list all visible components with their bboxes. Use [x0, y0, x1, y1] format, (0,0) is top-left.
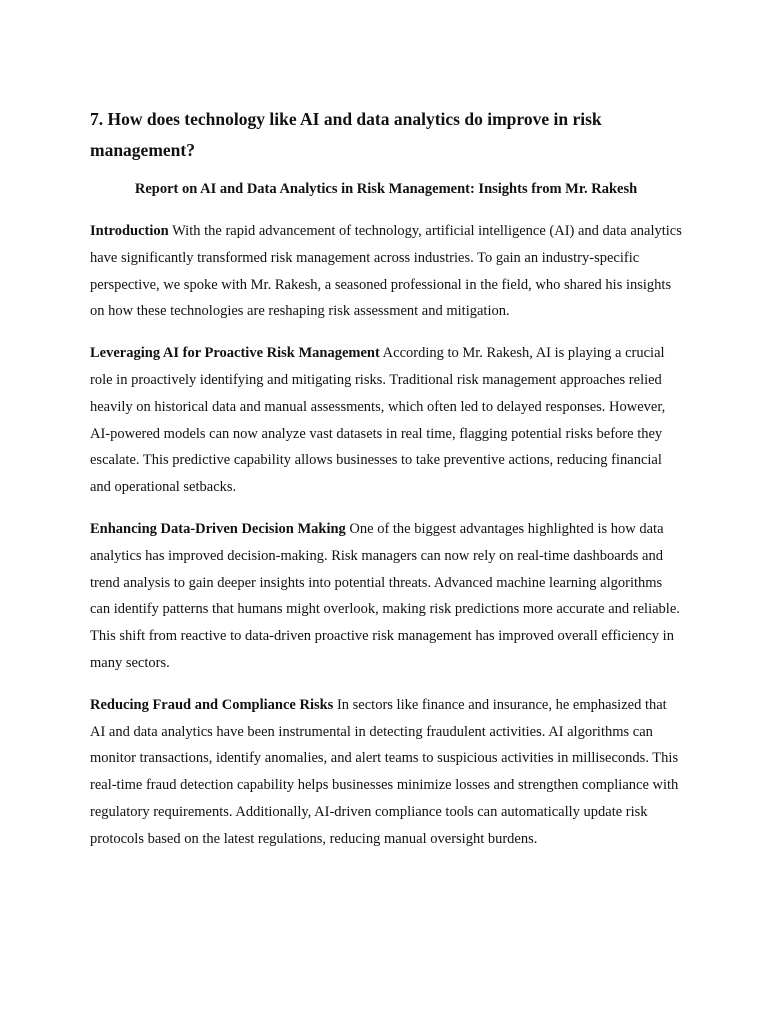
section-decision-making — [90, 516, 682, 677]
section-heading: Leveraging AI for Proactive Risk Management — [90, 345, 380, 362]
section-fraud-compliance — [90, 692, 682, 853]
section-heading: Introduction — [90, 223, 169, 239]
question-heading: 7. How does technology like AI and data analytics do improve in risk management? — [90, 109, 602, 160]
section-body: In sectors like finance and insurance, he emphasized that AI and data analytics have been instrumental in detecting fraudulent activities. AI algorithms can monitor transactions, identify anomalies, and alert teams to suspicious activities in milliseconds. This real-time fraud detection capability helps businesses minimize losses and strengthen compliance with regulatory requirements. Additionally, AI-driven compliance tools can automatically update risk protocols based on the latest regulations, reducing manual oversight burdens. — [90, 696, 679, 847]
section-body: According to Mr. Rakesh, AI is playing a crucial role in proactively identifying and mitigating risks. Traditional risk management approaches relied heavily on historical data and manual assessments, which often led to delayed responses. However, AI-powered models can now analyze vast datasets in real time, flagging potential risks before they escalate. This predictive capability allows businesses to take preventive actions, reducing financial and operational setbacks. — [90, 345, 666, 496]
section-body: One of the biggest advantages highlighted is how data analytics has improved decision-making. Risk managers can now rely on real-time dashboards and trend analysis to gain deeper insights into potential threats. Advanced machine learning algorithms can identify patterns that humans might overlook, making risk predictions more accurate and reliable. This shift from reactive to data-driven proactive risk management has improved overall efficiency in many sectors. — [90, 520, 680, 671]
report-subtitle: Report on AI and Data Analytics in Risk Management: Insights from Mr. Rakesh — [134, 181, 638, 197]
section-introduction — [90, 218, 682, 325]
section-heading: Reducing Fraud and Compliance Risks — [90, 696, 334, 713]
section-proactive-risk — [90, 340, 682, 501]
section-body: With the rapid advancement of technology, artificial intelligence (AI) and data analytics have significantly transformed risk management across industries. To gain an industry-specific perspective, we spoke with Mr. Rakesh, a seasoned professional in the field, who shared his insights on how these technologies are reshaping risk assessment and mitigation. — [90, 223, 682, 320]
section-heading: Enhancing Data-Driven Decision Making — [90, 520, 346, 537]
document-page — [90, 104, 682, 868]
